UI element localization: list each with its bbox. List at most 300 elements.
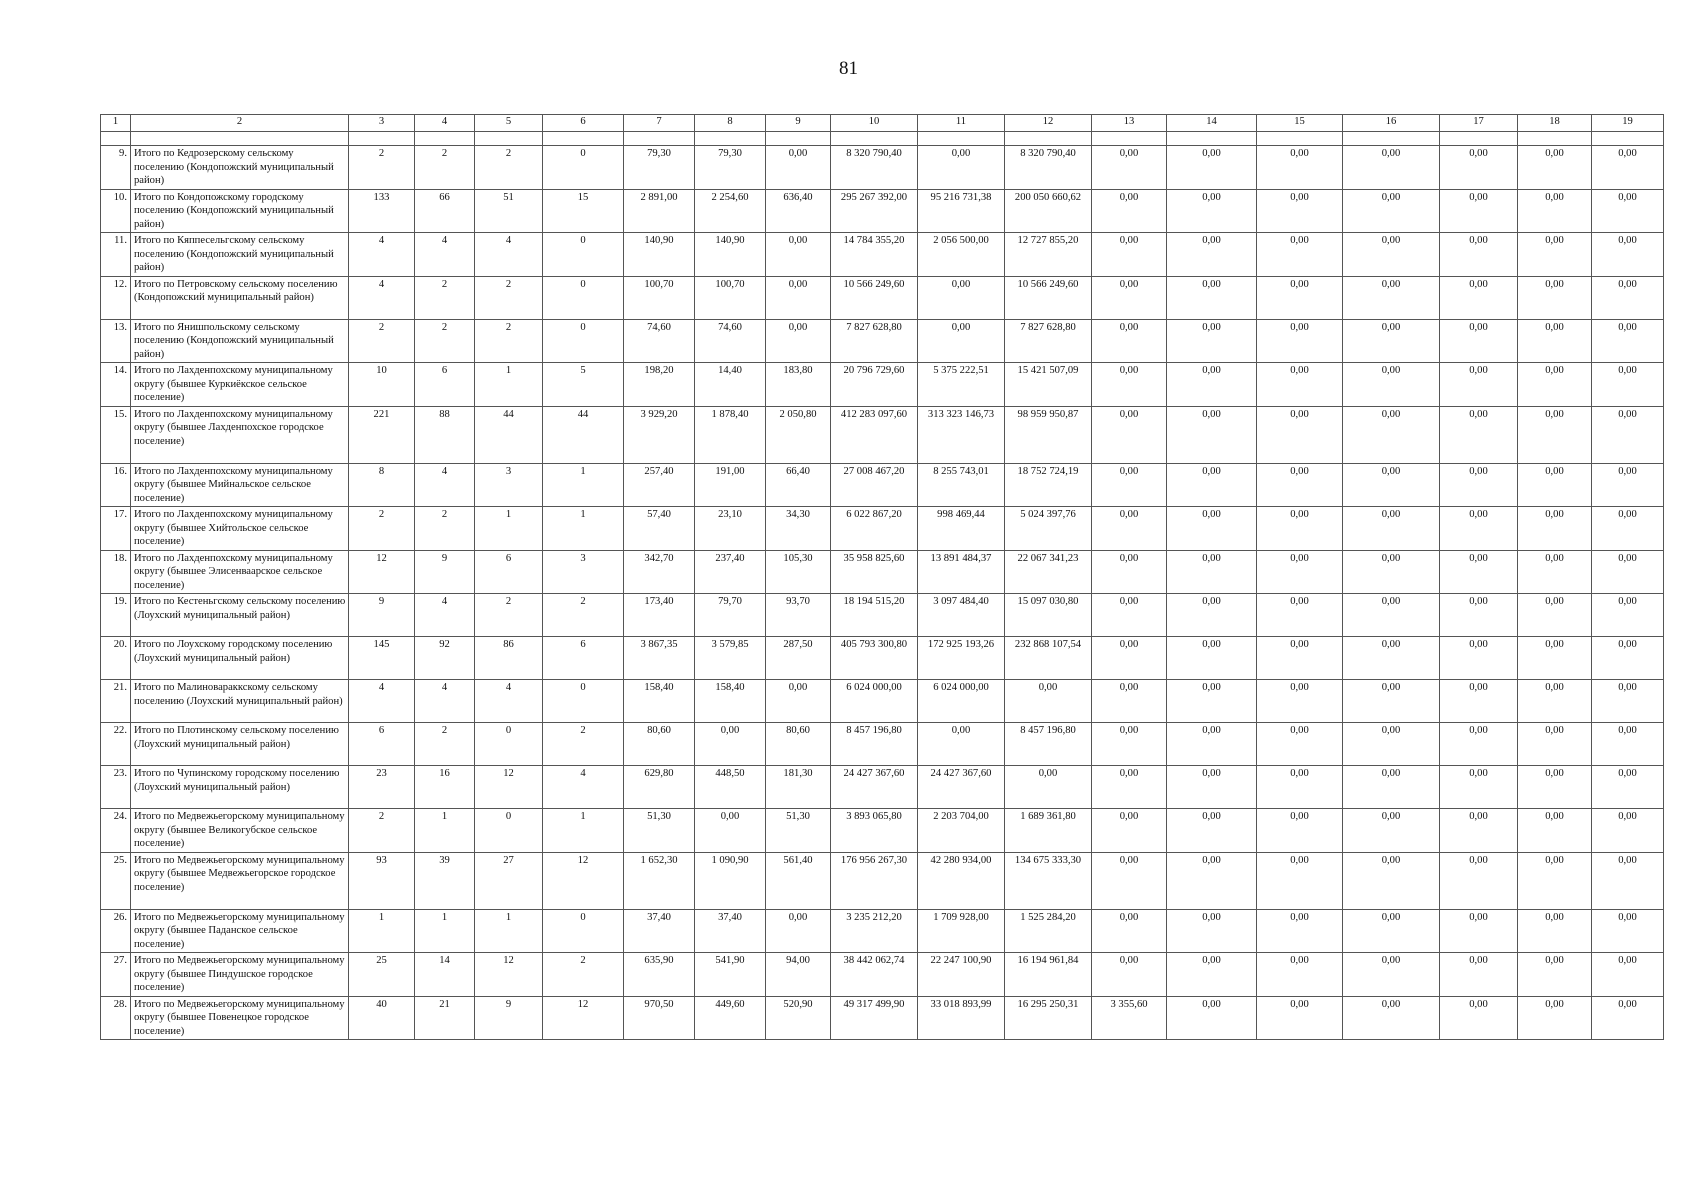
value-cell: 27 008 467,20 [831,463,918,507]
table-row [101,909,1664,953]
value-cell: 2 [543,594,624,637]
value-cell: 12 [475,953,543,997]
value-cell: 0,00 [1518,406,1592,463]
value-cell: 0,00 [1343,550,1440,594]
value-cell: 4 [415,680,475,723]
column-number-header: 16 [1343,115,1440,132]
value-cell: 0,00 [1592,189,1664,233]
value-cell: 0,00 [1518,809,1592,853]
value-cell: 0,00 [1257,723,1343,766]
value-cell: 4 [415,233,475,277]
value-cell: 0,00 [1440,909,1518,953]
value-cell: 49 317 499,90 [831,996,918,1040]
column-number-header-row [101,115,1664,132]
value-cell: 0,00 [1440,996,1518,1040]
column-number-header: 15 [1257,115,1343,132]
value-cell: 0,00 [1092,766,1167,809]
value-cell: 232 868 107,54 [1005,637,1092,680]
value-cell: 0,00 [1005,680,1092,723]
value-cell: 8 320 790,40 [1005,146,1092,190]
spacer-cell [1092,132,1167,146]
value-cell: 0,00 [1518,909,1592,953]
value-cell: 1 689 361,80 [1005,809,1092,853]
value-cell: 3 235 212,20 [831,909,918,953]
table-row [101,363,1664,407]
value-cell: 0,00 [1518,363,1592,407]
value-cell: 74,60 [695,319,766,363]
value-cell: 541,90 [695,953,766,997]
column-number-header: 13 [1092,115,1167,132]
value-cell: 0,00 [1167,637,1257,680]
row-number-cell: 9. [101,146,131,190]
value-cell: 0,00 [695,723,766,766]
settlement-name-cell: Итого по Лахденпохскому муниципальному округу (бывшее Хийтольское сельское поселение) [131,507,349,551]
value-cell: 629,80 [624,766,695,809]
column-number-header: 5 [475,115,543,132]
value-cell: 37,40 [695,909,766,953]
value-cell: 140,90 [624,233,695,277]
value-cell: 0,00 [1518,507,1592,551]
value-cell: 6 [415,363,475,407]
value-cell: 1 [543,507,624,551]
value-cell: 0,00 [1592,680,1664,723]
value-cell: 0,00 [1592,637,1664,680]
value-cell: 0,00 [1343,233,1440,277]
value-cell: 140,90 [695,233,766,277]
spacer-cell [766,132,831,146]
value-cell: 0,00 [1592,550,1664,594]
value-cell: 3 579,85 [695,637,766,680]
table-body [101,146,1664,1040]
value-cell: 2 [475,594,543,637]
value-cell: 0,00 [766,319,831,363]
column-number-header: 14 [1167,115,1257,132]
value-cell: 2 050,80 [766,406,831,463]
value-cell: 93 [349,852,415,909]
value-cell: 9 [349,594,415,637]
row-number-cell: 13. [101,319,131,363]
value-cell: 25 [349,953,415,997]
value-cell: 3 097 484,40 [918,594,1005,637]
value-cell: 5 375 222,51 [918,363,1005,407]
header-spacer-row [101,132,1664,146]
value-cell: 0,00 [1343,189,1440,233]
value-cell: 105,30 [766,550,831,594]
row-number-cell: 21. [101,680,131,723]
row-number-cell: 28. [101,996,131,1040]
table-row [101,507,1664,551]
value-cell: 0,00 [1343,146,1440,190]
value-cell: 0,00 [1167,766,1257,809]
table-row [101,233,1664,277]
value-cell: 1 525 284,20 [1005,909,1092,953]
value-cell: 8 255 743,01 [918,463,1005,507]
value-cell: 0,00 [1440,406,1518,463]
value-cell: 0,00 [1518,276,1592,319]
value-cell: 0,00 [1440,146,1518,190]
row-number-cell: 22. [101,723,131,766]
value-cell: 6 022 867,20 [831,507,918,551]
value-cell: 12 [543,996,624,1040]
value-cell: 38 442 062,74 [831,953,918,997]
value-cell: 16 295 250,31 [1005,996,1092,1040]
settlement-name-cell: Итого по Петровскому сельскому поселению (Кондопожский муниципальный район) [131,276,349,319]
spacer-cell [1005,132,1092,146]
column-number-header: 9 [766,115,831,132]
column-number-header: 3 [349,115,415,132]
value-cell: 0,00 [1092,507,1167,551]
column-number-header: 8 [695,115,766,132]
value-cell: 10 566 249,60 [831,276,918,319]
value-cell: 0,00 [766,276,831,319]
value-cell: 2 254,60 [695,189,766,233]
value-cell: 0,00 [1440,319,1518,363]
row-number-cell: 27. [101,953,131,997]
value-cell: 27 [475,852,543,909]
value-cell: 6 024 000,00 [918,680,1005,723]
value-cell: 16 [415,766,475,809]
value-cell: 1 652,30 [624,852,695,909]
value-cell: 0,00 [1167,146,1257,190]
value-cell: 0,00 [1592,852,1664,909]
value-cell: 295 267 392,00 [831,189,918,233]
value-cell: 5 [543,363,624,407]
value-cell: 0,00 [1167,507,1257,551]
value-cell: 0 [543,146,624,190]
value-cell: 0,00 [1092,146,1167,190]
value-cell: 42 280 934,00 [918,852,1005,909]
value-cell: 0,00 [1167,852,1257,909]
value-cell: 2 [475,276,543,319]
spacer-cell [131,132,349,146]
value-cell: 0,00 [1257,680,1343,723]
data-table [100,114,1664,1040]
value-cell: 287,50 [766,637,831,680]
value-cell: 0,00 [1592,953,1664,997]
value-cell: 449,60 [695,996,766,1040]
value-cell: 173,40 [624,594,695,637]
value-cell: 51,30 [766,809,831,853]
value-cell: 8 457 196,80 [831,723,918,766]
value-cell: 561,40 [766,852,831,909]
row-number-cell: 12. [101,276,131,319]
value-cell: 0,00 [1440,852,1518,909]
value-cell: 2 203 704,00 [918,809,1005,853]
value-cell: 342,70 [624,550,695,594]
value-cell: 3 [475,463,543,507]
value-cell: 0,00 [1257,406,1343,463]
value-cell: 0,00 [1167,996,1257,1040]
value-cell: 2 [415,507,475,551]
value-cell: 51 [475,189,543,233]
settlement-name-cell: Итого по Медвежьегорскому муниципальному округу (бывшее Повенецкое городское поселение) [131,996,349,1040]
value-cell: 0 [543,233,624,277]
value-cell: 94,00 [766,953,831,997]
value-cell: 0,00 [1440,276,1518,319]
value-cell: 0,00 [1518,146,1592,190]
settlement-name-cell: Итого по Медвежьегорскому муниципальному округу (бывшее Медвежьегорское городское поселение) [131,852,349,909]
value-cell: 145 [349,637,415,680]
value-cell: 0,00 [1592,507,1664,551]
value-cell: 24 427 367,60 [831,766,918,809]
value-cell: 21 [415,996,475,1040]
value-cell: 237,40 [695,550,766,594]
value-cell: 0,00 [1257,852,1343,909]
value-cell: 0,00 [1092,463,1167,507]
value-cell: 198,20 [624,363,695,407]
value-cell: 134 675 333,30 [1005,852,1092,909]
value-cell: 2 [415,276,475,319]
value-cell: 0,00 [1257,953,1343,997]
value-cell: 100,70 [695,276,766,319]
value-cell: 0 [543,909,624,953]
value-cell: 9 [415,550,475,594]
value-cell: 86 [475,637,543,680]
value-cell: 22 067 341,23 [1005,550,1092,594]
table-row [101,723,1664,766]
value-cell: 0 [475,723,543,766]
value-cell: 0 [543,680,624,723]
value-cell: 0,00 [1257,233,1343,277]
page-number: 81 [839,58,858,79]
value-cell: 100,70 [624,276,695,319]
value-cell: 0,00 [1167,319,1257,363]
value-cell: 0,00 [1343,507,1440,551]
value-cell: 183,80 [766,363,831,407]
table-row [101,463,1664,507]
value-cell: 16 194 961,84 [1005,953,1092,997]
value-cell: 4 [349,233,415,277]
value-cell: 0,00 [1257,507,1343,551]
value-cell: 39 [415,852,475,909]
settlement-name-cell: Итого по Кяппесельгскому сельскому поселению (Кондопожский муниципальный район) [131,233,349,277]
value-cell: 0,00 [1343,276,1440,319]
value-cell: 0,00 [1440,766,1518,809]
value-cell: 15 [543,189,624,233]
value-cell: 0,00 [1440,507,1518,551]
value-cell: 133 [349,189,415,233]
value-cell: 0,00 [1518,680,1592,723]
value-cell: 0,00 [1167,550,1257,594]
value-cell: 10 [349,363,415,407]
value-cell: 18 194 515,20 [831,594,918,637]
value-cell: 1 [475,363,543,407]
value-cell: 0,00 [1440,463,1518,507]
value-cell: 1 878,40 [695,406,766,463]
value-cell: 93,70 [766,594,831,637]
value-cell: 4 [543,766,624,809]
spacer-cell [415,132,475,146]
column-number-header: 12 [1005,115,1092,132]
spacer-cell [1167,132,1257,146]
value-cell: 44 [543,406,624,463]
value-cell: 0,00 [1257,637,1343,680]
value-cell: 0,00 [1092,406,1167,463]
value-cell: 1 [415,909,475,953]
value-cell: 12 [349,550,415,594]
value-cell: 66,40 [766,463,831,507]
value-cell: 0,00 [766,680,831,723]
value-cell: 2 [415,319,475,363]
value-cell: 0,00 [1257,146,1343,190]
value-cell: 0,00 [1343,766,1440,809]
value-cell: 8 320 790,40 [831,146,918,190]
settlement-name-cell: Итого по Малиновараккскому сельскому поселению (Лоухский муниципальный район) [131,680,349,723]
value-cell: 34,30 [766,507,831,551]
value-cell: 6 024 000,00 [831,680,918,723]
value-cell: 0,00 [1343,680,1440,723]
settlement-name-cell: Итого по Лахденпохскому муниципальному округу (бывшее Мийнальское сельское поселение) [131,463,349,507]
value-cell: 0,00 [918,319,1005,363]
value-cell: 636,40 [766,189,831,233]
column-number-header: 2 [131,115,349,132]
settlement-name-cell: Итого по Лоухскому городскому поселению (Лоухский муниципальный район) [131,637,349,680]
value-cell: 998 469,44 [918,507,1005,551]
value-cell: 4 [349,276,415,319]
value-cell: 5 024 397,76 [1005,507,1092,551]
value-cell: 0,00 [1343,809,1440,853]
value-cell: 6 [543,637,624,680]
row-number-cell: 15. [101,406,131,463]
value-cell: 0,00 [1592,723,1664,766]
value-cell: 2 [415,723,475,766]
value-cell: 0 [475,809,543,853]
column-number-header: 1 [101,115,131,132]
value-cell: 200 050 660,62 [1005,189,1092,233]
value-cell: 0,00 [1092,550,1167,594]
value-cell: 2 056 500,00 [918,233,1005,277]
settlement-name-cell: Итого по Лахденпохскому муниципальному округу (бывшее Лахденпохское городское поселение) [131,406,349,463]
value-cell: 1 [475,507,543,551]
value-cell: 0,00 [1257,766,1343,809]
value-cell: 0 [543,319,624,363]
table-row [101,637,1664,680]
value-cell: 0,00 [695,809,766,853]
value-cell: 0,00 [1257,550,1343,594]
column-number-header: 18 [1518,115,1592,132]
value-cell: 0,00 [1440,953,1518,997]
table-row [101,550,1664,594]
spacer-cell [1440,132,1518,146]
value-cell: 14 784 355,20 [831,233,918,277]
value-cell: 0,00 [1440,550,1518,594]
value-cell: 1 090,90 [695,852,766,909]
value-cell: 0,00 [1167,363,1257,407]
value-cell: 0,00 [1440,233,1518,277]
value-cell: 635,90 [624,953,695,997]
value-cell: 2 [475,319,543,363]
value-cell: 35 958 825,60 [831,550,918,594]
value-cell: 0,00 [1092,276,1167,319]
value-cell: 0,00 [766,909,831,953]
row-number-cell: 11. [101,233,131,277]
value-cell: 0,00 [1257,996,1343,1040]
value-cell: 0 [543,276,624,319]
value-cell: 0,00 [1592,406,1664,463]
value-cell: 0,00 [766,233,831,277]
value-cell: 448,50 [695,766,766,809]
value-cell: 1 [475,909,543,953]
value-cell: 57,40 [624,507,695,551]
value-cell: 158,40 [624,680,695,723]
value-cell: 0,00 [1167,406,1257,463]
row-number-cell: 20. [101,637,131,680]
value-cell: 0,00 [1005,766,1092,809]
value-cell: 257,40 [624,463,695,507]
value-cell: 0,00 [1592,594,1664,637]
value-cell: 0,00 [1592,363,1664,407]
value-cell: 0,00 [1167,809,1257,853]
table-row [101,319,1664,363]
value-cell: 0,00 [1518,233,1592,277]
row-number-cell: 18. [101,550,131,594]
value-cell: 6 [349,723,415,766]
value-cell: 0,00 [1343,723,1440,766]
value-cell: 0,00 [1092,637,1167,680]
value-cell: 0,00 [1518,463,1592,507]
value-cell: 51,30 [624,809,695,853]
value-cell: 0,00 [1092,319,1167,363]
value-cell: 0,00 [1592,909,1664,953]
value-cell: 0,00 [1592,996,1664,1040]
value-cell: 0,00 [1092,953,1167,997]
value-cell: 0,00 [1092,680,1167,723]
value-cell: 0,00 [1343,852,1440,909]
value-cell: 0,00 [1167,463,1257,507]
value-cell: 0,00 [1343,909,1440,953]
table-row [101,276,1664,319]
settlement-name-cell: Итого по Кедрозерскому сельскому поселению (Кондопожский муниципальный район) [131,146,349,190]
value-cell: 2 [475,146,543,190]
value-cell: 0,00 [1092,233,1167,277]
value-cell: 2 [415,146,475,190]
settlement-name-cell: Итого по Медвежьегорскому муниципальному округу (бывшее Паданское сельское поселение) [131,909,349,953]
column-number-header: 4 [415,115,475,132]
spacer-cell [1343,132,1440,146]
value-cell: 0,00 [1257,909,1343,953]
value-cell: 0,00 [1592,276,1664,319]
value-cell: 66 [415,189,475,233]
value-cell: 0,00 [1257,363,1343,407]
value-cell: 0,00 [1167,680,1257,723]
value-cell: 0,00 [1440,723,1518,766]
spacer-cell [918,132,1005,146]
value-cell: 0,00 [1518,319,1592,363]
value-cell: 0,00 [1167,723,1257,766]
value-cell: 0,00 [1092,809,1167,853]
value-cell: 0,00 [1092,189,1167,233]
value-cell: 0,00 [1440,363,1518,407]
value-cell: 4 [475,233,543,277]
value-cell: 8 [349,463,415,507]
value-cell: 0,00 [1440,680,1518,723]
value-cell: 95 216 731,38 [918,189,1005,233]
value-cell: 15 421 507,09 [1005,363,1092,407]
value-cell: 92 [415,637,475,680]
value-cell: 0,00 [1257,809,1343,853]
value-cell: 10 566 249,60 [1005,276,1092,319]
value-cell: 2 [543,723,624,766]
value-cell: 0,00 [1092,723,1167,766]
column-number-header: 7 [624,115,695,132]
value-cell: 0,00 [1257,276,1343,319]
value-cell: 2 [349,146,415,190]
value-cell: 2 [349,809,415,853]
row-number-cell: 10. [101,189,131,233]
spacer-cell [349,132,415,146]
value-cell: 22 247 100,90 [918,953,1005,997]
value-cell: 80,60 [624,723,695,766]
